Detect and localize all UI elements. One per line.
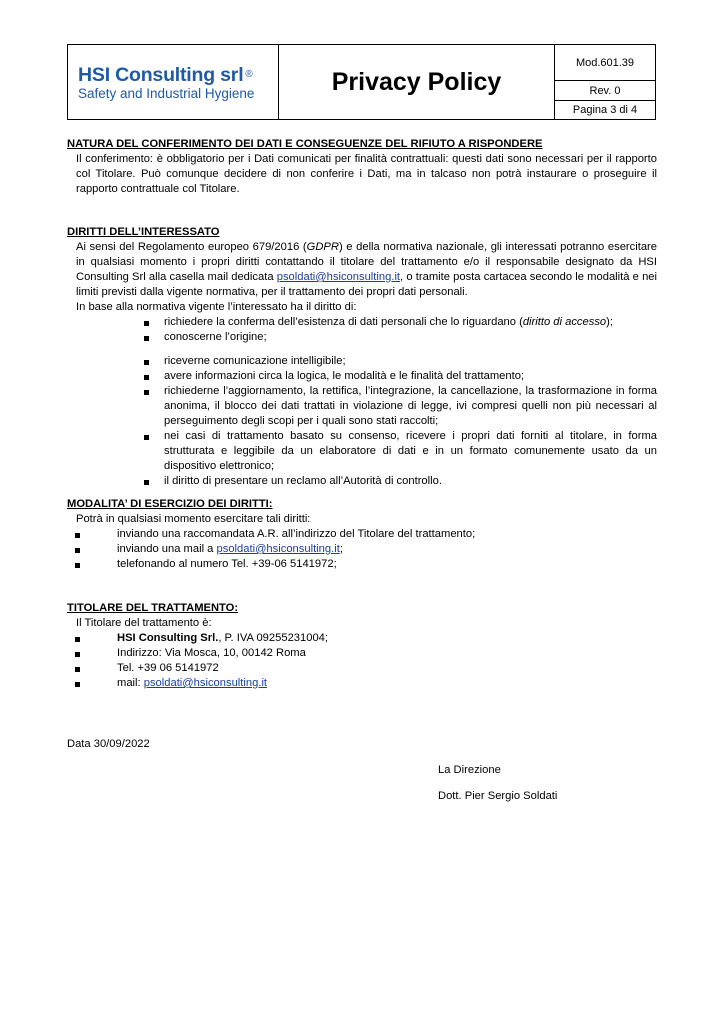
- signer-role: La Direzione: [438, 764, 501, 776]
- list-item: richiederne l’aggiornamento, la rettifica, l’integrazione, la cancellazione, la trasformazione in forma anonima, il blocco dei dati trattati in violazione di legge, ivi compresi quelli non più necessari al perseguimento degli scopi per i quali sono stati raccolti;: [67, 384, 657, 429]
- diritti-paragraph: Ai sensi del Regolamento europeo 679/2016 (GDPR) e della normativa nazionale, gli interessati potranno esercitare in qualsiasi momento i propri diritti contattando il titolare del trattamento e/o il responsabile designato da HSI Consulting Srl alla casella mail dedicata psoldati@hsiconsulting.it, o tramite posta cartacea secondo le modalità e nei limiti previsti dalla vigente normativa, per il trattamento dei propri dati personali.: [76, 241, 658, 298]
- document-header: [67, 44, 656, 120]
- titolare-intro: Il Titolare del trattamento è:: [76, 617, 212, 629]
- page-number: Pagina 3 di 4: [572, 104, 638, 116]
- list-item: avere informazioni circa la logica, le modalità e le finalità del trattamento;: [67, 369, 657, 384]
- registered-mark: ®: [245, 68, 253, 80]
- modalita-list: [67, 527, 657, 572]
- list-item: telefonando al numero Tel. +39-06 5141972;: [67, 557, 657, 572]
- section-title-titolare: TITOLARE DEL TRATTAMENTO:: [67, 602, 239, 614]
- bullet-icon: [144, 375, 149, 380]
- bullet-icon: [75, 667, 80, 672]
- list-item: Tel. +39 06 5141972: [67, 661, 657, 676]
- section-title-modalita: MODALITA’ DI ESERCIZIO DEI DIRITTI:: [67, 498, 273, 510]
- document-date: Data 30/09/2022: [67, 738, 150, 750]
- gdpr-term: GDPR: [306, 241, 339, 253]
- bullet-icon: [144, 321, 149, 326]
- list-item: HSI Consulting Srl., P. IVA 09255231004;: [67, 631, 657, 646]
- section-title-diritti: DIRITTI DELL’INTERESSATO: [67, 226, 220, 238]
- list-item: nei casi di trattamento basato su consenso, ricevere i propri dati forniti al titolare, in forma strutturata e leggibile da un elaboratore di dati e in un formato comunemente usato da un dispositivo elettronico;: [67, 429, 657, 474]
- list-item: riceverne comunicazione intelligibile;: [67, 354, 657, 369]
- section-title-natura: NATURA DEL CONFERIMENTO DEI DATI E CONSEGUENZE DEL RIFIUTO A RISPONDERE: [67, 138, 543, 150]
- list-item: Indirizzo: Via Mosca, 10, 00142 Roma: [67, 646, 657, 661]
- company-logo: [68, 45, 279, 119]
- email-link[interactable]: psoldati@hsiconsulting.it: [143, 677, 268, 689]
- document-title: Privacy Policy: [279, 45, 555, 119]
- signer-name: Dott. Pier Sergio Soldati: [438, 790, 558, 802]
- bullet-icon: [144, 360, 149, 365]
- document-body: [67, 137, 657, 804]
- bullet-icon: [75, 637, 80, 642]
- bullet-icon: [75, 563, 80, 568]
- list-item: inviando una raccomandata A.R. all’indirizzo del Titolare del trattamento;: [67, 527, 657, 542]
- natura-text: Il conferimento: è obbligatorio per i Dati comunicati per finalità contrattuali: questi dati sono necessari per il rapporto col Titolare. Può comunque decidere di non conferire i Dati, ma in talcaso non potrà instaurare o proseguire il rapporto contrattuale col Titolare.: [76, 153, 657, 195]
- rights-list: [67, 315, 657, 489]
- list-item: il diritto di presentare un reclamo all’Autorità di controllo.: [67, 474, 657, 489]
- list-item: mail: psoldati@hsiconsulting.it: [67, 676, 657, 691]
- revision: Rev. 0: [555, 81, 655, 101]
- bullet-icon: [144, 336, 149, 341]
- bullet-icon: [144, 390, 149, 395]
- logo-tagline: Safety and Industrial Hygiene: [78, 85, 255, 101]
- list-item: richiedere la conferma dell’esistenza di dati personali che lo riguardano (diritto di accesso);: [67, 315, 657, 330]
- bullet-icon: [75, 682, 80, 687]
- logo-main-text: HSI Consulting srl: [78, 63, 244, 86]
- document-meta: [555, 45, 655, 119]
- list-item: inviando una mail a psoldati@hsiconsulting.it;: [67, 542, 657, 557]
- titolare-list: [67, 631, 657, 691]
- bullet-icon: [75, 548, 80, 553]
- module-code: Mod.601.39: [555, 45, 655, 81]
- email-link[interactable]: psoldati@hsiconsulting.it: [276, 271, 401, 283]
- modalita-intro: Potrà in qualsiasi momento esercitare tali diritti:: [76, 513, 311, 525]
- bullet-icon: [75, 533, 80, 538]
- bullet-icon: [144, 480, 149, 485]
- bullet-icon: [144, 435, 149, 440]
- email-link[interactable]: psoldati@hsiconsulting.it: [216, 543, 340, 555]
- list-item: conoscerne l’origine;: [67, 330, 657, 345]
- bullet-icon: [75, 652, 80, 657]
- diritti-intro: In base alla normativa vigente l’interessato ha il diritto di:: [76, 301, 357, 313]
